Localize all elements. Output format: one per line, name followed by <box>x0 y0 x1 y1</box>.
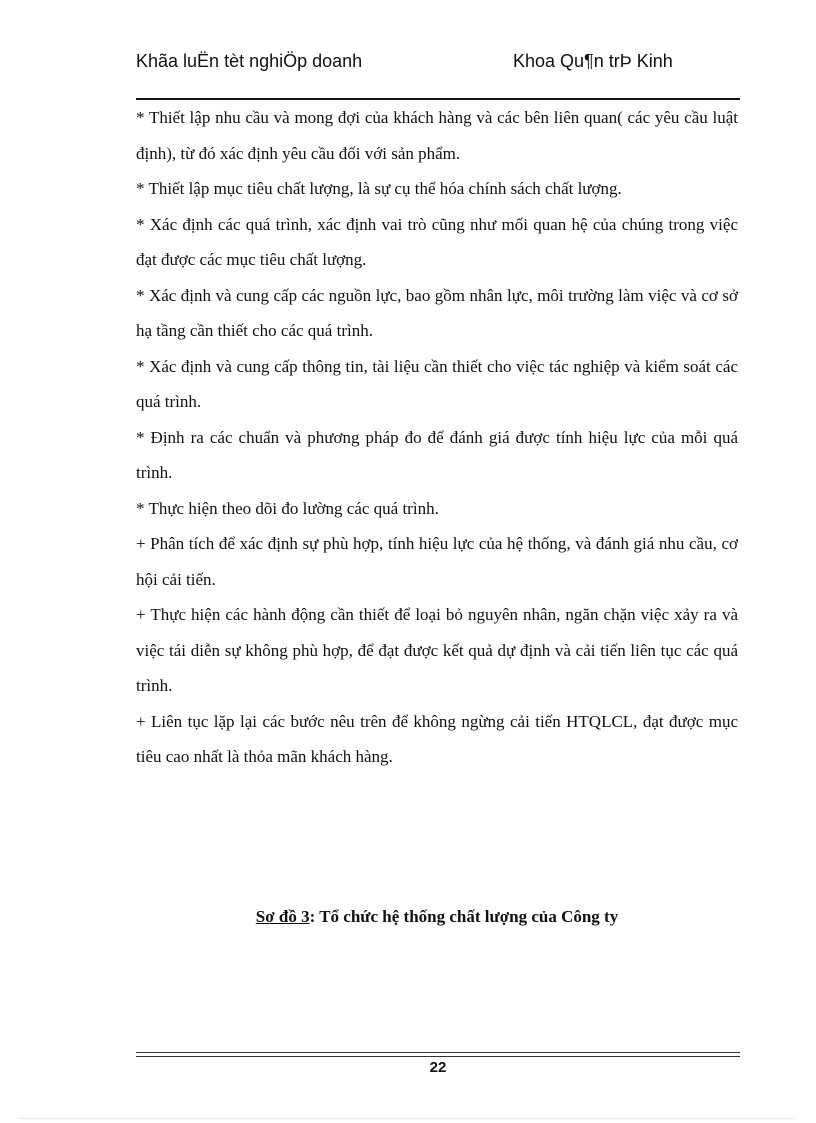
header-faculty-name: Khoa Qu¶n trÞ Kinh <box>513 51 673 71</box>
paragraph: * Định ra các chuẩn và phương pháp đo để đánh giá được tính hiệu lực của mỗi quá trình. <box>136 427 738 482</box>
paragraph: * Xác định các quá trình, xác định vai trò cũng như mối quan hệ của chúng trong việc đạt được các mục tiêu chất lượng. <box>136 214 738 269</box>
caption-text: : Tổ chức hệ thống chất lượng của Công ty <box>309 907 619 926</box>
caption-label: Sơ đồ 3 <box>255 907 310 926</box>
footer-divider <box>136 1052 740 1057</box>
body-text <box>136 100 738 775</box>
page-number: 22 <box>429 1059 447 1076</box>
paragraph: * Thực hiện theo dõi đo lường các quá trình. <box>136 498 439 518</box>
page-edge <box>20 1118 796 1119</box>
page-header <box>136 50 740 98</box>
diagram-caption <box>136 904 738 930</box>
paragraph: + Thực hiện các hành động cần thiết để loại bỏ nguyên nhân, ngăn chặn việc xảy ra và việc tái diễn sự không phù hợp, để đạt được kết quả dự định và cải tiến liên tục các quá trình. <box>136 605 738 695</box>
paragraph: + Phân tích để xác định sự phù hợp, tính hiệu lực của hệ thống, và đánh giá nhu cầu, cơ hội cải tiến. <box>136 534 738 589</box>
paragraph: * Xác định và cung cấp các nguồn lực, bao gồm nhân lực, môi trường làm việc và cơ sở hạ tầng cần thiết cho các quá trình. <box>136 285 738 340</box>
paragraph: * Xác định và cung cấp thông tin, tài liệu cần thiết cho việc tác nghiệp và kiểm soát các quá trình. <box>136 356 738 411</box>
header-thesis-title: Khãa luËn tèt nghiÖp doanh <box>136 51 363 71</box>
paragraph: + Liên tục lặp lại các bước nêu trên để không ngừng cải tiến HTQLCL, đạt được mục tiêu cao nhất là thỏa mãn khách hàng. <box>136 711 738 766</box>
paragraph: * Thiết lập nhu cầu và mong đợi của khách hàng và các bên liên quan( các yêu cầu luật định), từ đó xác định yêu cầu đối với sản phẩm. <box>136 108 738 163</box>
paragraph: * Thiết lập mục tiêu chất lượng, là sự cụ thể hóa chính sách chất lượng. <box>136 179 622 198</box>
